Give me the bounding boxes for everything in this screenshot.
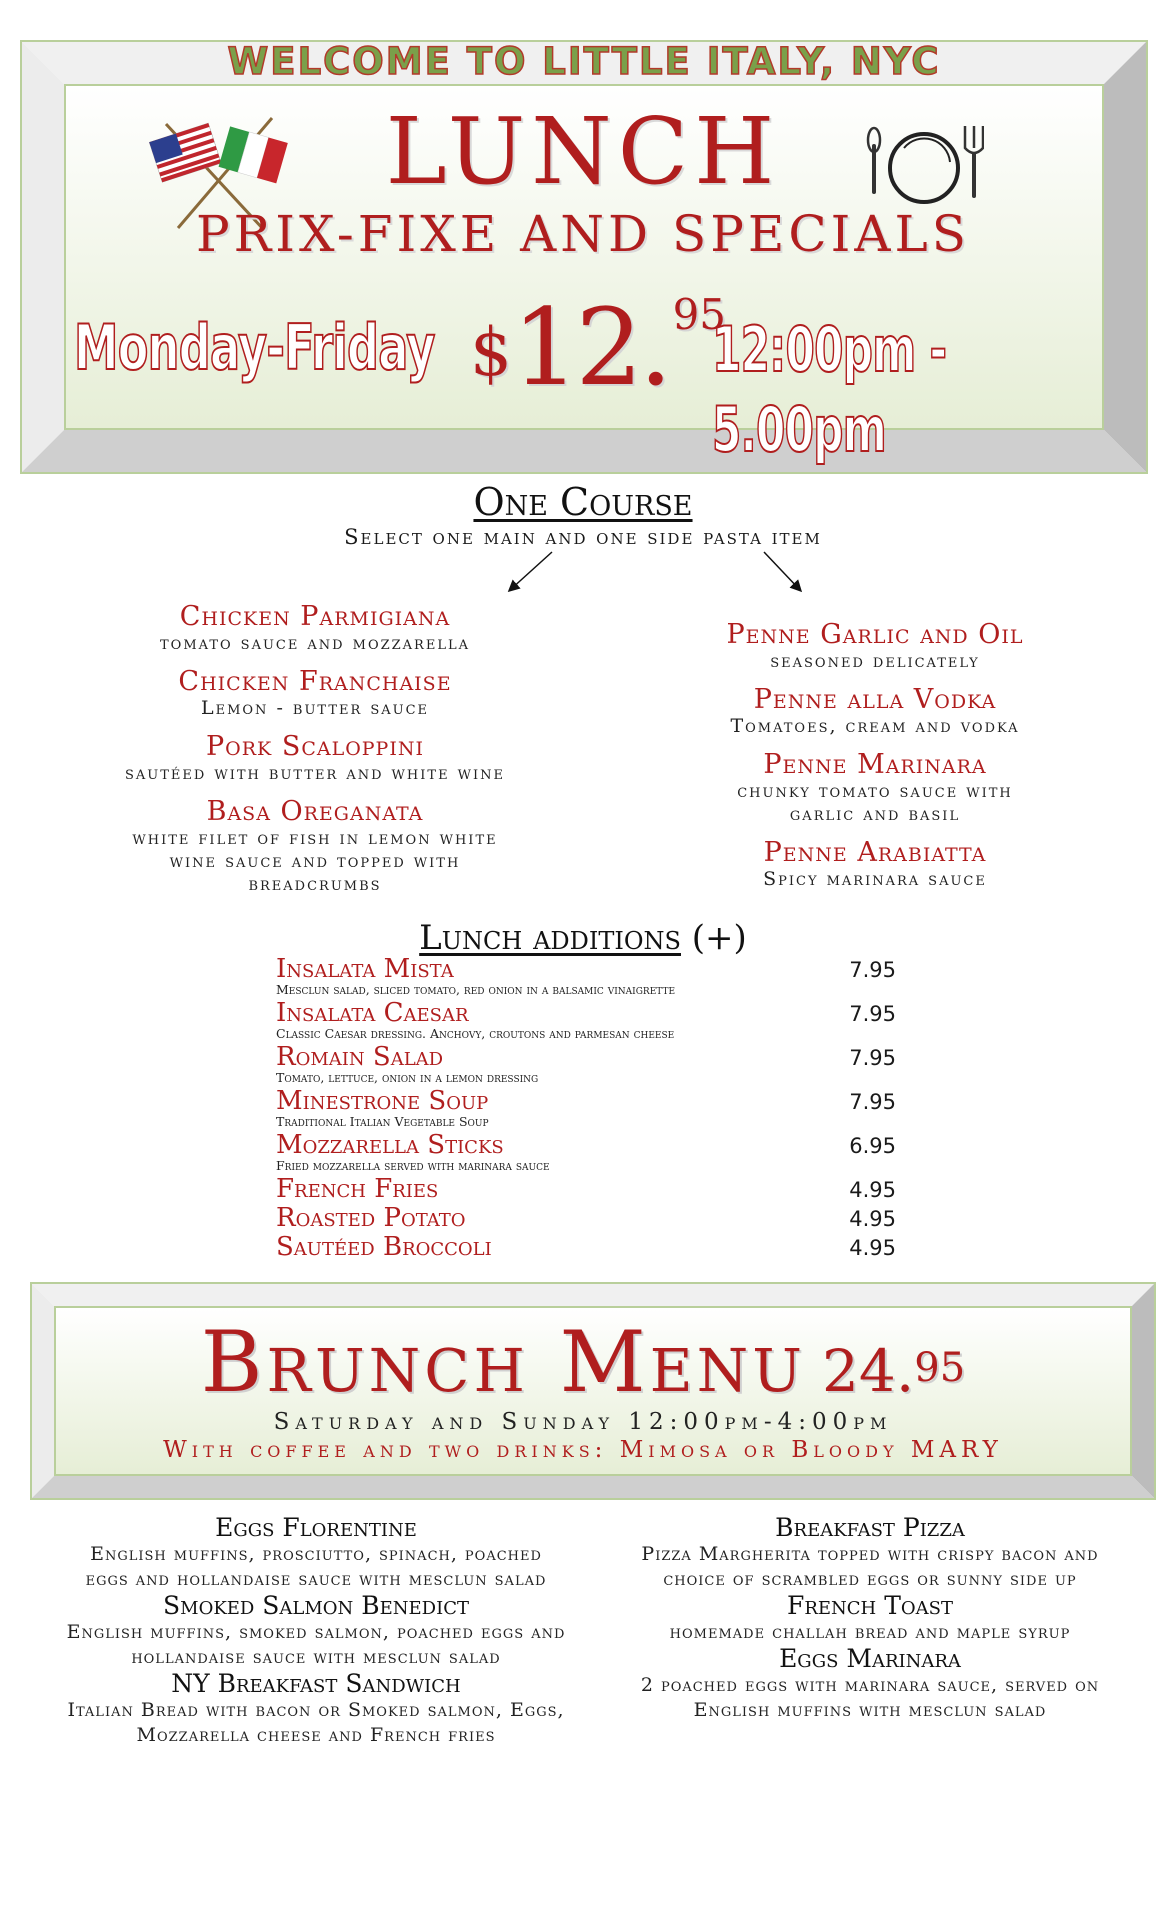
main-dishes-column: [80, 602, 550, 908]
brunch-right-column: [620, 1514, 1120, 1723]
list-item: [276, 1176, 896, 1202]
addition-price: 4.95: [849, 1178, 896, 1202]
list-item: [276, 1000, 896, 1042]
item-description: white filet of fish in lemon white wine sauce and topped with breadcrumbs: [132, 827, 498, 895]
brunch-item-name: Smoked Salmon Benedict: [163, 1591, 469, 1620]
brunch-drinks: With coffee and two drinks: Mimosa or Bloody MARY: [163, 1437, 1003, 1463]
menu-item: [80, 602, 550, 655]
lunch-price: [470, 286, 726, 409]
item-name: Chicken Parmigiana: [179, 601, 451, 632]
menu-item: [640, 838, 1110, 891]
lunch-hours: 12:00pm - 5.00pm: [712, 313, 947, 466]
addition-name: Mozzarella Sticks: [276, 1130, 504, 1160]
list-item: [276, 1132, 896, 1174]
brunch-price-cents: 95: [914, 1345, 966, 1391]
item-description: tomato sauce and mozzarella: [160, 632, 470, 654]
brunch-item-name: French Toast: [787, 1591, 953, 1620]
addition-price: 7.95: [849, 958, 896, 982]
addition-description: Classic Caesar dressing. Anchovy, croutons and parmesan cheese: [276, 1026, 675, 1041]
menu-item: [80, 667, 550, 720]
brunch-item-description: Pizza Margherita topped with crispy bacon and choice of scrambled eggs or sunny side up: [641, 1543, 1099, 1590]
item-name: Penne Garlic and Oil: [726, 619, 1024, 650]
item-name: Penne Arabiatta: [763, 837, 987, 868]
addition-description: Traditional Italian Vegetable Soup: [276, 1114, 489, 1129]
addition-name: French Fries: [276, 1174, 439, 1204]
item-name: Chicken Franchaise: [178, 666, 452, 697]
brunch-item-description: English muffins, prosciutto, spinach, poached eggs and hollandaise sauce with mesclun salad: [85, 1543, 547, 1590]
menu-item: [80, 732, 550, 785]
item-description: Tomatoes, cream and vodka: [730, 715, 1020, 737]
brunch-item: [66, 1670, 566, 1748]
additions-title-text: Lunch additions: [419, 918, 681, 958]
brunch-item-name: Breakfast Pizza: [775, 1513, 965, 1542]
addition-name: Romain Salad: [276, 1042, 444, 1072]
brunch-item-description: 2 poached eggs with marinara sauce, served on English muffins with mesclun salad: [640, 1674, 1100, 1721]
pointer-arrows-icon: [500, 550, 820, 600]
brunch-left-column: [66, 1514, 566, 1748]
lunch-additions-title: [0, 918, 1166, 958]
list-item: [276, 1205, 896, 1231]
menu-item: [640, 750, 1110, 826]
addition-name: Roasted Potato: [276, 1203, 466, 1233]
addition-price: 4.95: [849, 1236, 896, 1260]
one-course-title: One Course: [473, 480, 693, 524]
additions-plus: (+): [691, 918, 747, 958]
item-description: sautéed with butter and white wine: [125, 762, 505, 784]
list-item: [276, 1088, 896, 1130]
additions-list: [276, 956, 896, 1260]
list-item: [276, 1234, 896, 1260]
item-description: chunky tomato sauce with garlic and basil: [737, 780, 1013, 825]
brunch-item: [620, 1592, 1120, 1645]
item-name: Basa Oreganata: [206, 796, 424, 827]
list-item: [276, 1044, 896, 1086]
addition-description: Fried mozzarella served with marinara sauce: [276, 1158, 550, 1173]
menu-item: [640, 685, 1110, 738]
brunch-item: [66, 1592, 566, 1670]
brunch-item-description: English muffins, smoked salmon, poached eggs and hollandaise sauce with mesclun salad: [66, 1621, 566, 1668]
prix-fixe-subtitle: PRIX-FIXE AND SPECIALS: [196, 205, 970, 263]
menu-item: [80, 797, 550, 896]
brunch-item-description: homemade challah bread and maple syrup: [669, 1621, 1071, 1643]
brunch-item: [620, 1645, 1120, 1723]
addition-name: Minestrone Soup: [276, 1086, 489, 1116]
item-description: Lemon - butter sauce: [200, 697, 430, 719]
brunch-price: 24.: [822, 1337, 915, 1405]
lunch-days: Monday-Friday: [74, 311, 435, 384]
addition-price: 7.95: [849, 1002, 896, 1026]
addition-price: 7.95: [849, 1090, 896, 1114]
item-description: seasoned delicately: [770, 650, 980, 672]
addition-name: Insalata Mista: [276, 954, 454, 984]
item-description: Spicy marinara sauce: [763, 868, 987, 890]
item-name: Penne Marinara: [763, 749, 987, 780]
addition-name: Insalata Caesar: [276, 998, 469, 1028]
price-dollar-sign: $: [470, 314, 512, 391]
item-name: Pork Scaloppini: [206, 731, 424, 762]
pasta-column: [640, 620, 1110, 903]
lunch-title: LUNCH: [385, 98, 781, 205]
addition-price: 7.95: [849, 1046, 896, 1070]
one-course-subtitle: Select one main and one side pasta item: [344, 525, 822, 549]
brunch-title-text: Brunch Menu: [200, 1313, 807, 1411]
addition-price: 4.95: [849, 1207, 896, 1231]
welcome-heading: WELCOME TO LITTLE ITALY, NYC: [227, 40, 941, 83]
menu-item: [640, 620, 1110, 673]
brunch-days: Saturday and Sunday 12:00pm-4:00pm: [273, 1409, 893, 1435]
price-whole: 12.: [512, 286, 669, 409]
brunch-item-name: Eggs Florentine: [215, 1513, 417, 1542]
addition-description: Mesclun salad, sliced tomato, red onion in a balsamic vinaigrette: [276, 982, 676, 997]
item-name: Penne alla Vodka: [753, 684, 997, 715]
brunch-item-description: Italian Bread with bacon or Smoked salmon, Eggs, Mozzarella cheese and French fries: [67, 1699, 565, 1746]
price-cents: 95: [672, 290, 727, 339]
addition-price: 6.95: [849, 1134, 896, 1158]
brunch-item: [66, 1514, 566, 1592]
brunch-item: [620, 1514, 1120, 1592]
brunch-item-name: Eggs Marinara: [779, 1644, 961, 1673]
brunch-item-name: NY Breakfast Sandwich: [171, 1669, 461, 1698]
addition-description: Tomato, lettuce, onion in a lemon dressing: [276, 1070, 539, 1085]
addition-name: Sautéed Broccoli: [276, 1232, 492, 1262]
list-item: [276, 956, 896, 998]
